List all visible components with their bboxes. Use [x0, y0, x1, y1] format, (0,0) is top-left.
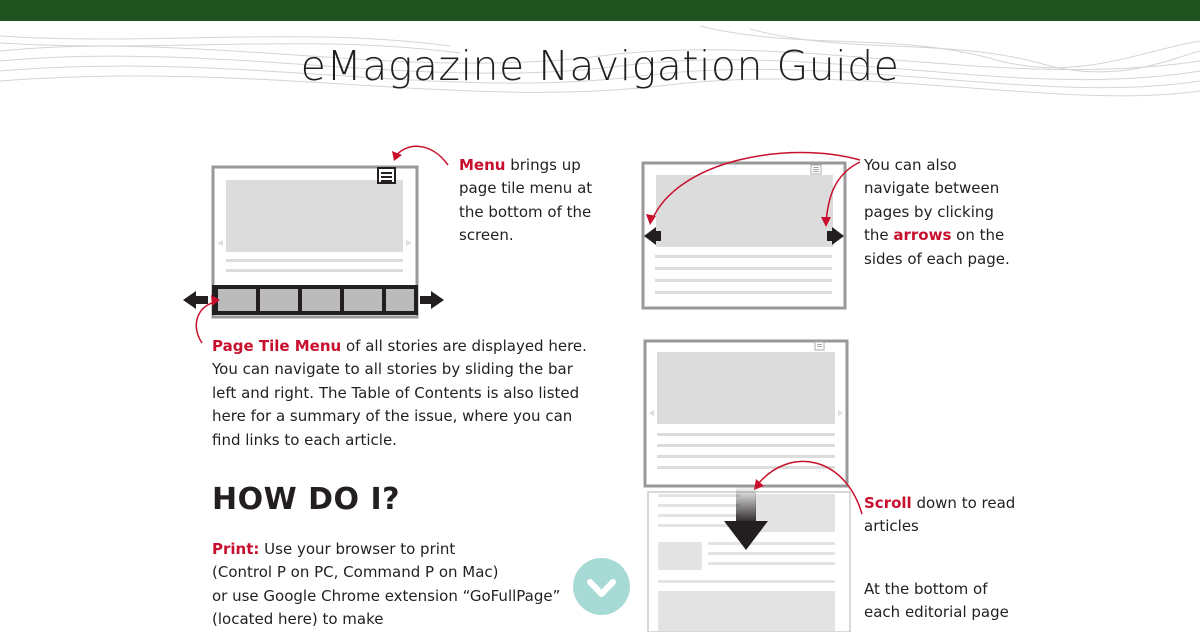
print-label: Print: — [212, 540, 260, 558]
tile-menu-note-text: of all stories are displayed here. You can navigate to all stories by sliding the bar left and right. The Table of Contents is also listed here for a summary of the issue, where you can find links to each article. — [212, 337, 587, 449]
print-line-1: Use your browser to print — [259, 540, 456, 558]
scroll-menu-icon — [815, 342, 824, 350]
scroll-note — [864, 492, 1019, 539]
top-brand-bar — [0, 0, 1200, 21]
scroll-label: Scroll — [864, 494, 912, 512]
tile-menu-label: Page Tile Menu — [212, 337, 342, 355]
arrows-note — [864, 154, 1019, 271]
how-do-i-heading: HOW DO I? — [212, 482, 401, 517]
print-line-3: or use Google Chrome extension “GoFullPage” — [212, 586, 561, 605]
menu-note-text: brings up page tile menu at the bottom of the screen. — [459, 156, 593, 245]
chevron-down-icon — [573, 558, 630, 615]
print-line-4: (located here) to make — [212, 610, 384, 629]
small-menu-icon — [811, 165, 821, 174]
scroll-down-button[interactable] — [573, 558, 630, 615]
menu-label: Menu — [459, 156, 506, 174]
scroll-diagram — [640, 336, 860, 628]
arrows-label: arrows — [893, 226, 952, 245]
print-line-2: (Control P on PC, Command P on Mac) — [212, 563, 499, 582]
side-arrows-diagram — [638, 150, 868, 320]
print-note — [212, 538, 592, 632]
tile-menu-note — [212, 335, 597, 452]
page-title: eMagazine Navigation Guide — [300, 42, 900, 90]
tile-menu-diagram — [180, 145, 450, 325]
bottom-note-text: At the bottom of each editorial page — [864, 580, 1009, 622]
scroll-note-text: down to read articles — [864, 494, 1016, 536]
menu-icon — [378, 168, 395, 183]
tile-right-arrow-icon — [420, 291, 444, 309]
menu-note — [459, 154, 609, 248]
bottom-note — [864, 578, 1014, 625]
arrows-note-pre: You can also navigate between pages by clicking the — [864, 156, 1000, 245]
arrows-note-post: on the sides of each page. — [864, 226, 1010, 268]
